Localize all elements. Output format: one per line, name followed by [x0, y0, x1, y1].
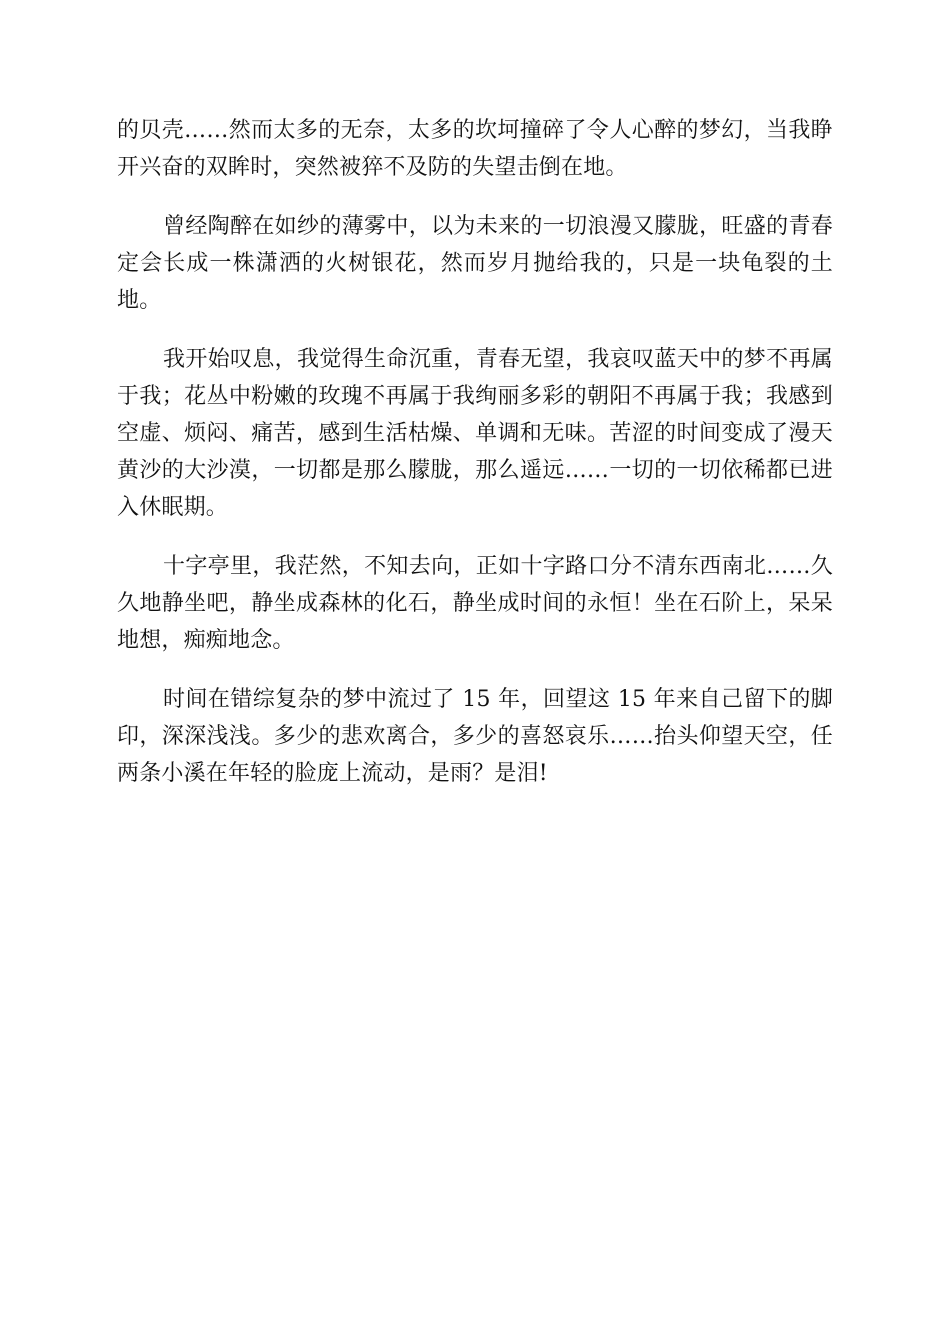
paragraph-3: 我开始叹息，我觉得生命沉重，青春无望，我哀叹蓝天中的梦不再属于我；花丛中粉嫩的玫瑰不再属于我绚丽多彩的朝阳不再属于我；我感到空虚、烦闷、痛苦，感到生活枯燥、单调和无味。苦涩的时间变成了漫天黄沙的大沙漠，一切都是那么朦胧，那么遥远……一切的一切依稀都已进入休眠期。	[117, 347, 833, 520]
document-body	[117, 112, 833, 814]
paragraph-2: 曾经陶醉在如纱的薄雾中，以为未来的一切浪漫又朦胧，旺盛的青春定会长成一株潇洒的火树银花，然而岁月抛给我的，只是一块龟裂的土地。	[117, 214, 833, 313]
paragraph-4: 十字亭里，我茫然，不知去向，正如十字路口分不清东西南北……久久地静坐吧，静坐成森林的化石，静坐成时间的永恒！坐在石阶上，呆呆地想，痴痴地念。	[117, 554, 833, 653]
paragraph-1: 的贝壳……然而太多的无奈，太多的坎坷撞碎了令人心醉的梦幻，当我睁开兴奋的双眸时，突然被猝不及防的失望击倒在地。	[117, 118, 833, 180]
paragraph-5: 时间在错综复杂的梦中流过了 15 年，回望这 15 年来自己留下的脚印，深深浅浅。多少的悲欢离合，多少的喜怒哀乐……抬头仰望天空，任两条小溪在年轻的脸庞上流动，是雨？是泪!	[117, 687, 833, 786]
